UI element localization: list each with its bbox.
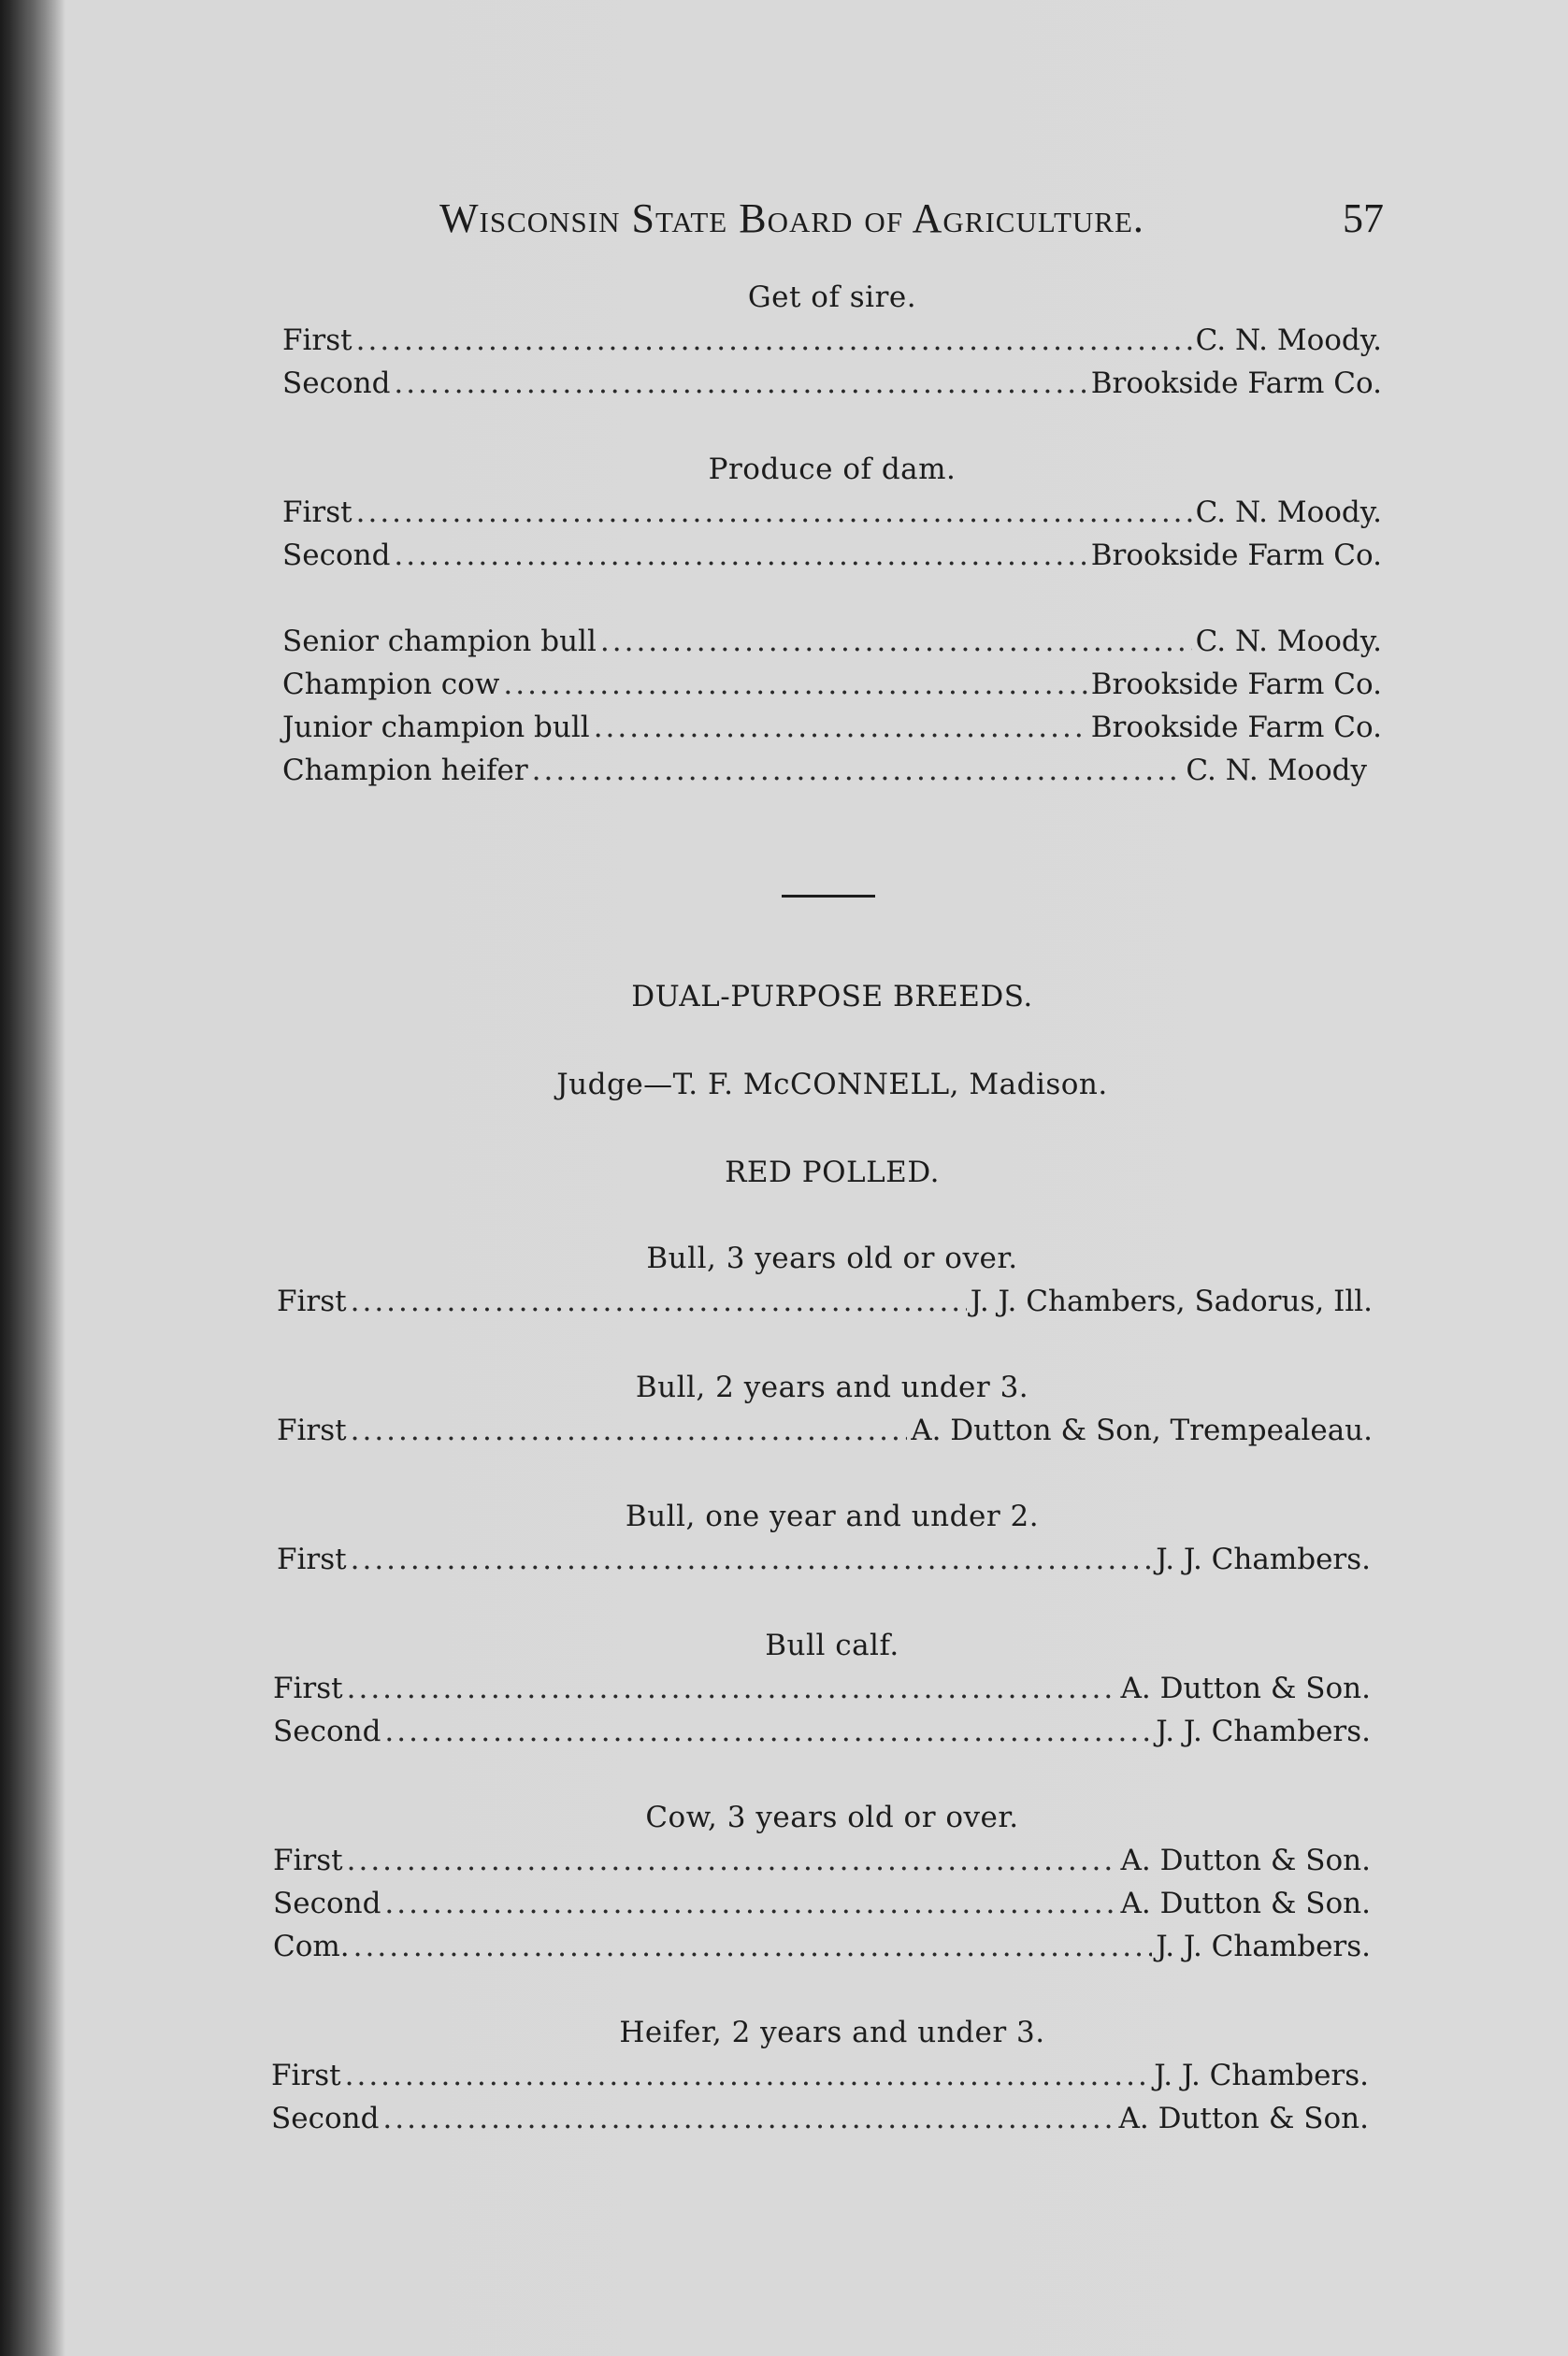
dot-leader bbox=[353, 1930, 1153, 1963]
award-place: Champion cow bbox=[282, 668, 500, 701]
dot-leader bbox=[345, 2059, 1151, 2092]
award-row bbox=[271, 2102, 1369, 2139]
award-row bbox=[282, 668, 1382, 705]
dot-leader bbox=[356, 323, 1192, 357]
running-head-title: Wisconsin State Board of Agriculture. bbox=[439, 195, 1144, 241]
award-winner: C. N. Moody. bbox=[1195, 323, 1382, 357]
award-place: First bbox=[282, 323, 352, 357]
award-row bbox=[273, 1672, 1371, 1709]
dot-leader bbox=[351, 1285, 967, 1318]
award-row bbox=[273, 1887, 1371, 1924]
award-row bbox=[273, 1930, 1371, 1967]
award-row bbox=[282, 754, 1367, 791]
award-place: First bbox=[271, 2059, 341, 2092]
award-winner: A. Dutton & Son. bbox=[1120, 1844, 1371, 1877]
dot-leader bbox=[351, 1543, 1153, 1576]
class-heading: Heifer, 2 years and under 3. bbox=[619, 2016, 1045, 2049]
award-winner: C. N. Moody bbox=[1186, 754, 1367, 787]
award-row bbox=[277, 1543, 1371, 1580]
award-row bbox=[282, 539, 1382, 576]
dot-leader bbox=[351, 1414, 908, 1447]
section-divider bbox=[782, 895, 875, 898]
award-place: Second bbox=[273, 1887, 381, 1920]
award-place: Senior champion bull bbox=[282, 625, 597, 658]
award-row bbox=[282, 711, 1382, 748]
award-place: First bbox=[277, 1285, 347, 1318]
award-place: Junior champion bull bbox=[282, 711, 590, 744]
dot-leader bbox=[382, 2102, 1115, 2135]
award-place: First bbox=[277, 1414, 347, 1447]
award-row bbox=[273, 1844, 1371, 1881]
award-row bbox=[277, 1285, 1373, 1322]
award-winner: Brookside Farm Co. bbox=[1090, 539, 1382, 572]
award-winner: A. Dutton & Son. bbox=[1120, 1887, 1371, 1920]
dot-leader bbox=[347, 1672, 1117, 1705]
class-heading: Bull calf. bbox=[765, 1629, 899, 1662]
dot-leader bbox=[384, 1715, 1152, 1748]
award-place: First bbox=[277, 1543, 347, 1576]
award-place: Com. bbox=[273, 1930, 350, 1963]
class-heading: Produce of dam. bbox=[708, 453, 957, 486]
award-winner: A. Dutton & Son. bbox=[1120, 1672, 1371, 1705]
award-place: Second bbox=[273, 1715, 381, 1748]
dot-leader bbox=[356, 496, 1192, 529]
award-winner: C. N. Moody. bbox=[1195, 625, 1382, 658]
award-row bbox=[277, 1414, 1373, 1451]
breed-title: RED POLLED. bbox=[725, 1156, 940, 1189]
class-heading: Get of sire. bbox=[747, 280, 917, 314]
award-winner: A. Dutton & Son. bbox=[1118, 2102, 1369, 2135]
award-winner: Brookside Farm Co. bbox=[1090, 711, 1382, 744]
award-place: First bbox=[282, 496, 352, 529]
award-winner: J. J. Chambers. bbox=[1156, 1715, 1371, 1748]
judge-line: Judge—T. F. McCONNELL, Madison. bbox=[556, 1068, 1108, 1101]
dot-leader bbox=[600, 625, 1192, 658]
award-place: First bbox=[273, 1844, 343, 1877]
dot-leader bbox=[594, 711, 1087, 744]
class-heading: Bull, one year and under 2. bbox=[625, 1500, 1040, 1533]
award-winner: C. N. Moody. bbox=[1195, 496, 1382, 529]
dot-leader bbox=[394, 539, 1086, 572]
class-heading: Bull, 3 years old or over. bbox=[646, 1242, 1018, 1275]
dot-leader bbox=[394, 366, 1086, 400]
page-number: 57 bbox=[1343, 195, 1384, 241]
dot-leader bbox=[347, 1844, 1117, 1877]
award-row bbox=[271, 2059, 1369, 2096]
award-row bbox=[282, 625, 1382, 662]
award-winner: Brookside Farm Co. bbox=[1090, 366, 1382, 400]
section-title: DUAL-PURPOSE BREEDS. bbox=[631, 980, 1033, 1013]
award-winner: J. J. Chambers. bbox=[1156, 1930, 1371, 1963]
award-place: First bbox=[273, 1672, 343, 1705]
class-heading: Bull, 2 years and under 3. bbox=[635, 1371, 1029, 1404]
award-place: Second bbox=[282, 539, 391, 572]
award-place: Second bbox=[282, 366, 391, 400]
book-spine-shadow bbox=[0, 0, 65, 2356]
award-winner: Brookside Farm Co. bbox=[1090, 668, 1382, 701]
award-winner: A. Dutton & Son, Trempealeau. bbox=[911, 1414, 1373, 1447]
award-row bbox=[273, 1715, 1371, 1752]
award-winner: J. J. Chambers. bbox=[1156, 1543, 1371, 1576]
award-winner: J. J. Chambers. bbox=[1154, 2059, 1369, 2092]
award-row bbox=[282, 366, 1382, 404]
award-winner: J. J. Chambers, Sadorus, Ill. bbox=[970, 1285, 1373, 1318]
class-heading: Cow, 3 years old or over. bbox=[645, 1801, 1019, 1834]
award-place: Champion heifer bbox=[282, 754, 528, 787]
dot-leader bbox=[503, 668, 1086, 701]
dot-leader bbox=[384, 1887, 1116, 1920]
award-place: Second bbox=[271, 2102, 380, 2135]
award-row bbox=[282, 496, 1382, 533]
award-row bbox=[282, 323, 1382, 361]
dot-leader bbox=[532, 754, 1183, 787]
running-head bbox=[439, 194, 1384, 251]
